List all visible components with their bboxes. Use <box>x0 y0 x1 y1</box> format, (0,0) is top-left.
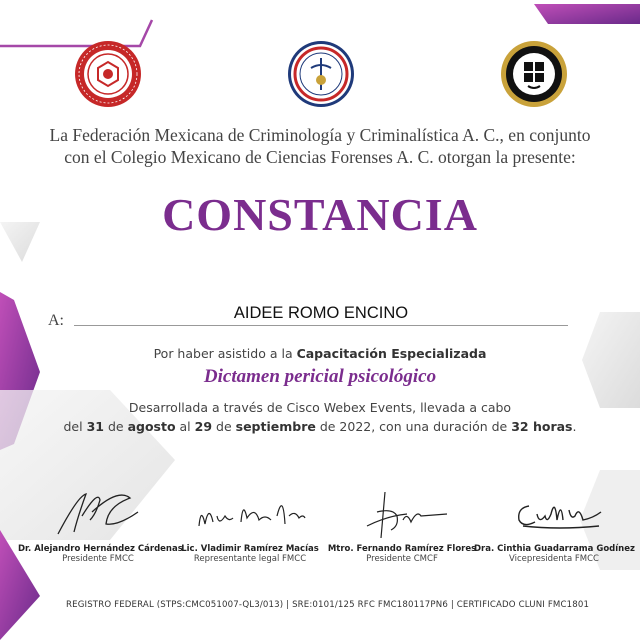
end-month: septiembre <box>235 419 316 434</box>
signature-2-role: Representante legal FMCC <box>193 554 307 564</box>
desc-part: de 2022, con una duración de <box>315 419 512 434</box>
attendance-bold: Capacitación Especializada <box>296 346 487 361</box>
signature-block-2 <box>170 486 330 564</box>
intro-line-2: con el Colegio Mexicano de Ciencias Forenses A. C. otorgan la presente: <box>64 147 576 167</box>
certificate-title: CONSTANCIA <box>162 189 478 240</box>
desc-part: de <box>212 419 236 434</box>
registration-footer: REGISTRO FEDERAL (STPS:CMC051007-QL3/013) | SRE:0101/125 RFC FMC180117PN6 | CERTIFICADO CLUNI FMC1801 <box>66 600 590 610</box>
attendance-prefix: Por haber asistido a la <box>153 346 297 361</box>
desc-part: al <box>175 419 195 434</box>
signature-3-name: Mtro. Fernando Ramírez Flores <box>327 544 477 554</box>
signature-4-icon <box>489 486 619 542</box>
end-day: 29 <box>194 419 213 434</box>
cmcf-seal-icon <box>287 40 355 108</box>
signature-4-role: Vicepresidenta FMCC <box>509 554 599 564</box>
start-month: agosto <box>127 419 176 434</box>
intro-line-1: La Federación Mexicana de Criminología y Criminalística A. C., en conjunto <box>49 125 591 145</box>
description-line-1: Desarrollada a través de Cisco Webex Events, llevada a cabo <box>128 400 512 415</box>
fmcc-seal-icon <box>74 40 142 108</box>
signature-block-4 <box>474 486 634 564</box>
signature-4-name: Dra. Cinthia Guadarrama Godínez <box>474 544 635 554</box>
attendance-text <box>0 346 640 361</box>
signature-1-role: Presidente FMCC <box>62 554 134 564</box>
desc-part: de <box>103 419 128 434</box>
signature-1-icon <box>38 486 158 542</box>
intro-text <box>20 124 620 168</box>
duration-hours: 32 horas <box>511 419 573 434</box>
signature-1-name: Dr. Alejandro Hernández Cárdenas <box>18 544 183 554</box>
signature-block-1 <box>18 486 183 564</box>
signature-3-role: Presidente CMCF <box>366 554 438 564</box>
course-title: Dictamen pericial psicológico <box>203 366 437 387</box>
description-line-2 <box>0 417 640 436</box>
signature-3-icon <box>337 486 467 542</box>
signature-2-icon <box>185 486 315 542</box>
course-description <box>0 398 640 436</box>
desc-part: . <box>572 419 577 434</box>
start-day: 31 <box>86 419 104 434</box>
signature-2-name: Lic. Vladimir Ramírez Macías <box>181 544 319 554</box>
signature-block-3 <box>322 486 482 564</box>
cluni-seal-icon <box>500 40 568 108</box>
recipient-underline <box>74 325 568 326</box>
recipient-name: AIDEE ROMO ENCINO <box>233 304 409 322</box>
recipient-label: A: <box>48 312 64 329</box>
top-right-accent-bar <box>534 4 640 24</box>
desc-part: del <box>63 419 87 434</box>
